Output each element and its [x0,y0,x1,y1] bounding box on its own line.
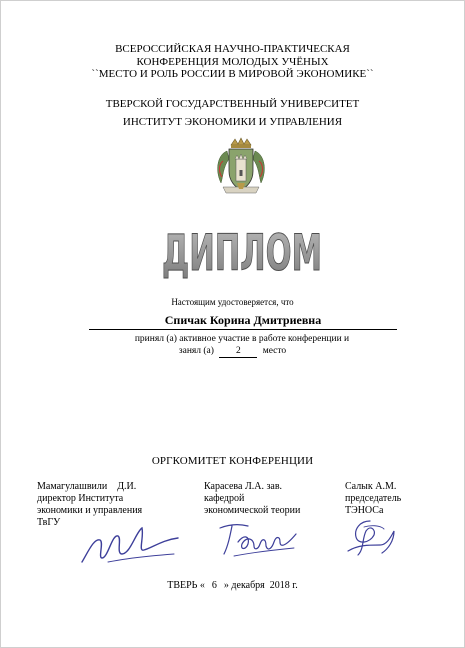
date-close-quote: » [223,580,229,591]
diploma-word: ДИПЛОМ [162,224,322,282]
signatory-2 [204,481,300,517]
signatory-3-line-1: Салык А.М. [345,481,397,492]
signatory-1-line-2: директор Института [37,493,124,504]
recipient-name: Спичак Корина Дмитриевна [89,313,397,330]
signatory-1-line-1: Мамагулашвили Д.И. [37,481,137,492]
diploma-title [160,210,325,290]
signature-2 [214,516,299,560]
university-block [0,96,465,131]
date-month-year: декабря 2018 г. [231,580,298,591]
participation-line-2 [0,345,465,358]
signature-1 [78,518,183,570]
place-prefix: занял (а) [178,346,214,356]
signature-3 [340,515,400,560]
place-suffix: место [262,346,287,356]
place-value: 2 [219,346,257,358]
certification-text: Настоящим удостоверяется, что [171,297,294,307]
signatory-3-line-3: ТЭНОСа [345,505,384,516]
signatory-2-line-3: экономической теории [204,505,301,516]
organizing-committee-heading: ОРГКОМИТЕТ КОНФЕРЕНЦИИ [151,455,314,467]
participation-line-1: принял (а) активное участие в работе конференции и [134,334,350,344]
conference-line-1: ВСЕРОССИЙСКАЯ НАУЧНО-ПРАКТИЧЕСКАЯ [115,43,350,55]
university-name: ТВЕРСКОЙ ГОСУДАРСТВЕННЫЙ УНИВЕРСИТЕТ [105,98,360,110]
date-line [0,580,465,592]
signatory-1-line-4: ТвГУ [37,517,61,528]
conference-line-3: ``МЕСТО И РОЛЬ РОССИИ В МИРОВОЙ ЭКОНОМИКЕ`` [91,68,374,80]
institute-name: ИНСТИТУТ ЭКОНОМИКИ И УПРАВЛЕНИЯ [122,115,343,128]
signatory-1-line-3: экономики и управления [37,505,143,516]
signatory-3 [345,481,401,517]
signatory-3-line-2: председатель [345,493,402,504]
date-open-quote: « [199,580,205,591]
signatory-2-line-1: Карасева Л.А. зав. [204,481,283,492]
conference-title [0,43,465,81]
conference-line-2: КОНФЕРЕНЦИЯ МОЛОДЫХ УЧЁНЫХ [136,55,329,68]
university-coat-of-arms-icon [213,137,269,197]
date-city: ТВЕРЬ [167,580,198,591]
signatory-2-line-2: кафедрой [204,493,245,504]
date-day: 6 [211,580,217,591]
